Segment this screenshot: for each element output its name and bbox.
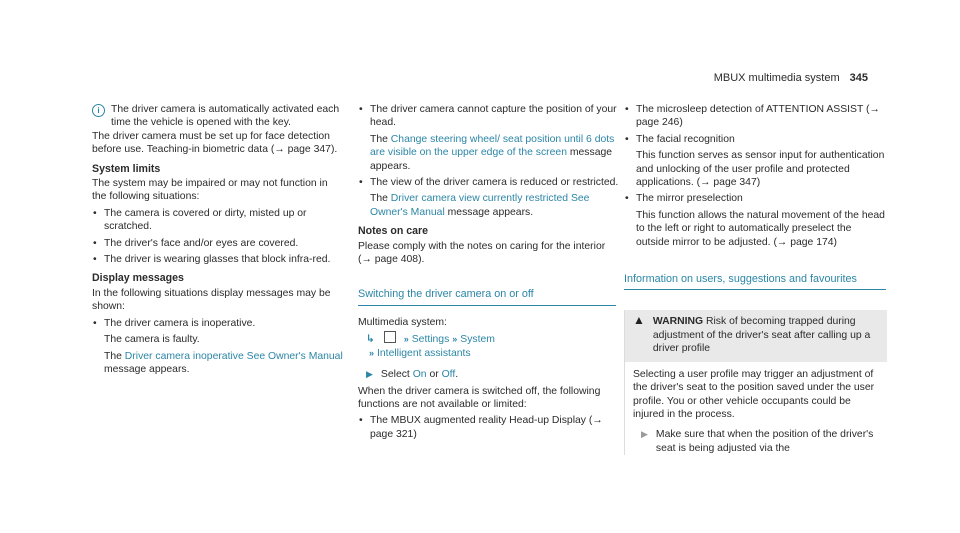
warning-head-text	[653, 315, 879, 355]
nav-label: Multimedia system:	[358, 316, 447, 328]
list-item	[358, 176, 620, 219]
list-item: • The driver is wearing glasses that block infra-red.	[92, 253, 344, 266]
limits-list	[92, 207, 344, 267]
message-link[interactable]: Driver camera view currently restricted See Owner's Manual	[370, 193, 590, 218]
list-item: • The camera is covered or dirty, misted up or scratched.	[92, 207, 344, 234]
chevron-right-icon: »	[369, 347, 375, 358]
item-text: The facial recognition	[636, 133, 735, 145]
warning-box	[624, 310, 887, 455]
item-sub: This function allows the natural movement of the head to the left or right to automatically preselect the outside mirror to be adjusted. (→ page 174)	[636, 209, 885, 248]
chevron-right-icon: »	[403, 334, 409, 345]
nav-intelligent-assistants[interactable]: Intelligent assistants	[377, 347, 471, 359]
nav-system[interactable]: System	[460, 334, 495, 346]
display-item-text: The driver camera is inoperative.	[104, 317, 256, 329]
notes-text: Please comply with the notes on caring for the interior (→ page 408).	[358, 240, 606, 266]
list-item: • The driver's face and/or eyes are covered.	[92, 237, 344, 250]
item-sub	[370, 133, 620, 173]
step-triangle-icon: ▶	[366, 369, 373, 380]
item-text: The view of the driver camera is reduced or restricted.	[370, 177, 619, 189]
step-select	[358, 368, 620, 381]
item-sub: This function serves as sensor input for authentication and unlocking of the user profile and protected applications. (→ page 347)	[636, 150, 885, 189]
warning-label: WARNING	[652, 316, 704, 328]
nav-path	[358, 331, 620, 360]
notes-heading: Notes on care	[358, 225, 429, 238]
item-sub	[370, 192, 620, 219]
item-text: The driver camera cannot capture the position of your head.	[370, 104, 617, 129]
list-item: • The microsleep detection of ATTENTION ASSIST (→ page 246)	[624, 103, 886, 130]
page-header	[714, 72, 868, 85]
warning-step-text: Make sure that when the position of the driver's seat is being adjusted via the	[655, 429, 874, 454]
warning-body	[625, 362, 887, 455]
display-list	[92, 317, 344, 377]
text-span: or	[426, 369, 442, 381]
message-link[interactable]: Driver camera inoperative See Owner's Manual	[124, 350, 343, 362]
display-sub2	[104, 350, 344, 377]
chevron-right-icon: »	[452, 334, 458, 345]
text-span: .	[455, 369, 459, 381]
off-text: When the driver camera is switched off, the following functions are not available or limited:	[358, 385, 601, 410]
warning-step	[633, 428, 879, 455]
text-span: The	[370, 133, 391, 145]
nav-settings[interactable]: Settings	[411, 334, 450, 346]
message-link[interactable]: Change steering wheel/ seat position until 6 dots are visible on the upper edge of the screen	[370, 133, 615, 159]
system-limits-intro: The system may be impaired or may not function in the following situations:	[92, 178, 328, 203]
option-off[interactable]: Off	[441, 369, 456, 381]
list-item	[624, 133, 886, 190]
header-title: MBUX multimedia system	[713, 72, 840, 84]
list-item	[358, 103, 620, 173]
display-intro: In the following situations display messages may be shown:	[92, 287, 331, 313]
off-list	[358, 414, 620, 441]
option-on[interactable]: On	[412, 369, 427, 381]
warning-triangle-icon: ▲	[633, 313, 645, 328]
setup-text: The driver camera must be set up for face detection before use. Teaching-in biometric data (→ page 347).	[92, 130, 338, 156]
text-span: message appears.	[370, 147, 613, 172]
display-sub1: The camera is faulty.	[104, 334, 200, 346]
home-icon[interactable]	[384, 331, 396, 343]
text-span: Select	[380, 369, 413, 381]
page-number: 345	[849, 72, 868, 84]
section-title-switching: Switching the driver camera on or off	[358, 288, 616, 305]
column-middle	[358, 103, 620, 441]
warning-header	[625, 310, 887, 361]
list-item	[624, 192, 886, 249]
step-text	[381, 368, 458, 381]
info-note	[92, 103, 344, 130]
info-icon: i	[92, 104, 105, 117]
list-item: • The MBUX augmented reality Head-up Display (→ page 321)	[358, 414, 620, 441]
column-right	[624, 103, 886, 455]
section-title-information: Information on users, suggestions and favourites	[624, 273, 886, 290]
step-triangle-icon: ▶	[641, 429, 648, 440]
note-text: The driver camera is automatically activated each time the vehicle is opened with the key.	[111, 104, 340, 129]
arrow-right-icon: ↳	[366, 334, 375, 346]
text-span: The	[104, 350, 125, 362]
functions-list	[624, 103, 886, 249]
system-limits-heading: System limits	[92, 162, 161, 175]
column-left	[92, 103, 344, 376]
text-span: Risk of becoming trapped during adjustment of the driver's seat after calling up a driver profile	[652, 316, 871, 355]
text-span: message appears.	[444, 206, 534, 218]
display-messages-heading: Display messages	[92, 272, 184, 285]
camera-list	[358, 103, 620, 219]
text-span: message appears.	[104, 363, 190, 375]
item-text: The mirror preselection	[636, 193, 743, 205]
list-item	[92, 317, 344, 377]
warning-body-text: Selecting a user profile may trigger an adjustment of the driver's seat to the position saved under the user profile. You or other vehicle occupants could be injured in the process.	[633, 368, 875, 420]
text-span: The	[370, 193, 391, 205]
